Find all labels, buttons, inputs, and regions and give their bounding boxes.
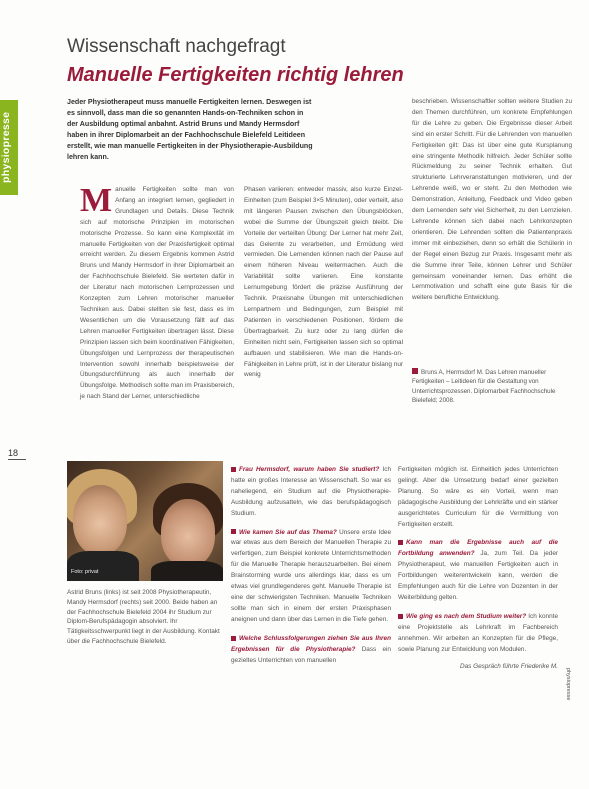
interview-answer: Ich hatte ein großes Interesse an Wissenschaft. So war es naheliegend, ein Studium auf die Physiotherapie-Ausbildung aufzusatteln, wie das berufspädagogisch Studium.: [231, 466, 391, 517]
body-column-2-text: Phasen variieren: entweder massiv, also kurze Einzel-Einheiten (zum Beispiel 3×5 Minuten), oder verteilt, also mit längeren Pausen zwischen den Übungsblöcken, wobei die Summe der Übungszeit gleich bleibt. Die Vorteile der verteilten Übung: Der Lerner hat mehr Zeit, das Gelernte zu verarbeiten, und Ermüdung wird vermieden. Die Lernenden können nach der Pause auf einem höheren Niveau weitermachen. Auch die Variabilität sollte variieren. Eine konstante Lernumgebung fördert die präzise Ausführung der Technik. Praxisnahe Übungen mit unterschiedlichen Lernpartnern und Bedingungen, zum Beispiel mit Patienten in verschiedenen Positionen, fördern die Übertragbarkeit. Zu kurz oder zu lang dürfen die Einheiten nicht sein, Fertigkeiten lassen sich so optimal aufbauen und stabilisieren. Wie man die Hands-on-Fähigkeiten in Lehre prüft, ist in der Literatur bislang nur wenig: [244, 186, 403, 379]
person-left-body: [67, 551, 139, 581]
interview-question: Wie kamen Sie auf das Thema?: [239, 528, 337, 536]
interview-item: [231, 528, 391, 626]
body-column-3-text: beschrieben. Wissenschaftler sollten weitere Studien zu den Themen durchführen, um konkrete Empfehlungen für die Lehre zu geben. Die Ergebnisse dieser Arbeit sind ein erster Schritt. Für die Lehrenden von manuellen Fertigkeiten gilt: Das ist über eine gute Kursplanung eine stringente Methodik hilfreich. Jeder Schüler sollte Rückmeldung zu seiner Technik erhalten. Gut strukturierte Lehrveranstaltungen motivieren, und der Lehrende weiß, wo er steht. Zu den Methoden wie Demonstration, Anleitung, Feedback und Video geben dem Lernenden sehr viel Sicherheit, zu den Lernzielen. Lehrende können sich dabei nach Lehrkonzepten orientieren. Die Lehrenden sollten die Patientenpraxis immer mit einbeziehen, denn so erhält die Schülerin in der Regel einen Bezug zur Praxis. Insgesamt mehr als die Summe ihrer Teile, können Lehrer und Schüler gemeinsam voneinander lernen. Das erhöht die Lernmotivation und schafft eine gute Basis für die weitere berufliche Entwicklung.: [412, 98, 572, 302]
body-column-1-text: anuelle Fertigkeiten sollte man von Anfang an integriert lernen, gegliedert in Grundlagen und Details. Diese Technik sich auf motorische Prinzipien im motorischen motorische Prozesse. So kann eine Komplexität im manuelle Fertigkeiten von der Praxisfertigkeit optimal erreicht werden. Zu diesem Ergebnis kommen Astrid Bruns und Mandy Hermsdorf in ihrer Diplomarbeit an der Fachhochschule Bielefeld. Sie werteten dafür in der Literatur nach motorischen Lernprozessen und Konzepten zum Lehren motorischer manueller Techniken aus. Dabei stellten sie fest, dass es im Wesentlichen um die Vorausetzung fällt auf das Lehren manueller Fertigkeiten übertragen lässt. Diese Prinzipien lassen sich beim koordinativen Fähigkeiten, Übungsfolgen und Lernprozess der therapeutischen Intervention sowohl innerhalb beispielsweise der Übungsdurchführung als auch innerhalb der Übungsfolge. Methodisch sollte man im Praxisbereich, je nach Stand der Lerner, unterschiedliche: [80, 186, 234, 401]
interview-answer: Dass ein gezieltes Unterrichten von manuellen: [231, 645, 391, 664]
interview-item: [398, 612, 558, 656]
interview-question: Welche Schlussfolgerungen ziehen Sie aus Ihren Ergebnissen für die Physiotherapie?: [231, 634, 391, 653]
body-column-1: [80, 182, 234, 403]
interview-question: Frau Hermsdorf, warum haben Sie studiert?: [239, 466, 380, 473]
interview-answer: Ich konnte eine Projektstelle als Lehrkraft im Fachbereich annehmen. Wir arbeiten an Konzepten für die Pflege, sowie Planung zur Entwicklung von Modulen.: [398, 612, 558, 653]
question-marker-icon: [231, 467, 236, 472]
interview-column-1: [231, 465, 391, 666]
interview-answer: Fertigkeiten möglich ist. Einheitlich jedes Unterrichten gelingt. Aber die Umsetzung bedarf einer gezielten Planung. So wäre es ein Vorteil, wenn man pädagogische Ausbildung der Lehrkräfte und ein stärker ausgerichtetes Curriculum für die Vermittlung von Fertigkeiten erstellt.: [398, 466, 558, 528]
photo-caption: Astrid Bruns (links) ist seit 2008 Physiotherapeutin, Mandy Hermsdorf (rechts) seit 2000. Beide haben an der Fachhochschule Bielefeld 2004 ihr Studium zur Diplom-Berufspädagogin absolviert. Ihr Tätigkeitsschwerpunkt liegt in der Ausbildung. Kontakt über die Fachhochschule Bielefeld.: [67, 589, 220, 645]
page-number: 18: [8, 448, 19, 458]
interview-column-2: [398, 465, 558, 672]
body-column-3: [412, 97, 572, 304]
person-right-face: [161, 499, 215, 567]
interviewer-credit: Das Gespräch führte Friederike M.: [459, 662, 558, 670]
footer-credit: physiopresse: [565, 668, 571, 701]
reference-text: Bruns A, Hermsdorf M. Das Lehren manueller Fertigkeiten – Leitideen für die Gestaltung von Unterrichtsprozessen. Diplomarbeit Fachhochschule Bielefeld; 2008.: [412, 369, 556, 405]
question-marker-icon: [231, 636, 236, 641]
portrait-photo: [67, 461, 223, 581]
kicker: Wissenschaft nachgefragt: [67, 36, 286, 57]
interview-question: Wie ging es nach dem Studium weiter?: [406, 612, 527, 620]
question-marker-icon: [231, 529, 236, 534]
lead-paragraph: Jeder Physiotherapeut muss manuelle Fertigkeiten lernen. Deswegen ist es sinnvoll, dass man die so genannten Hands-on-Techniken schon in der Ausbildung optimal anbahnt. Astrid Bruns und Mandy Hermsdorf haben in ihrer Diplomarbeit an der Fachhochschule Bielefeld Leitideen erstellt, wie man manuelle Fertigkeiten in der Physiotherapie-Ausbildung lehren kann.: [67, 98, 313, 161]
interview-item: [398, 538, 558, 603]
interview-question: Kann man die Ergebnisse auch auf die Fortbildung anwenden?: [398, 539, 558, 558]
interview-item: [398, 465, 558, 530]
photo-credit: Foto: privat: [71, 569, 99, 575]
question-marker-icon: [398, 614, 403, 619]
drop-cap: M: [80, 182, 113, 219]
interview-answer: Unsere erste Idee war etwas aus dem Bereich der Manuellen Therapie zu verfertigen, zum Beispiel konkrete Unterrichtsmethoden für die Manuelle Therapie herauszuarbeiten. Bei einem Brainstorming wurde uns allerdings klar, dass es um etwas viel grundlegenderes geht. Manuelle Therapie ist eine der schwierigsten Techniken. Manuelle Techniken sollte man sich in einem der ersten Praxisphasen aneignen und dann über das Lernen in die Tiefe gehen.: [231, 528, 391, 623]
interview-item: [231, 465, 391, 520]
person-left-face: [73, 485, 127, 555]
interview-item: [231, 634, 391, 667]
question-marker-icon: [398, 540, 403, 545]
interview-answer: Ja, zum Teil. Da jeder Physiotherapeut, wie manuellen Fertigkeiten auch in Fortbildungen weiterentwickeln kann, werden die Empfehlungen auch für die Lehre von Dozenten in der Weiterbildung gelten.: [398, 550, 558, 601]
person-right-body: [151, 561, 223, 581]
body-column-2: [244, 185, 403, 381]
reference: [412, 368, 572, 406]
section-label: physiopresse: [0, 111, 12, 184]
reference-marker-icon: [412, 368, 418, 374]
page-number-rule: [8, 459, 26, 460]
headline: Manuelle Fertigkeiten richtig lehren: [67, 64, 404, 86]
